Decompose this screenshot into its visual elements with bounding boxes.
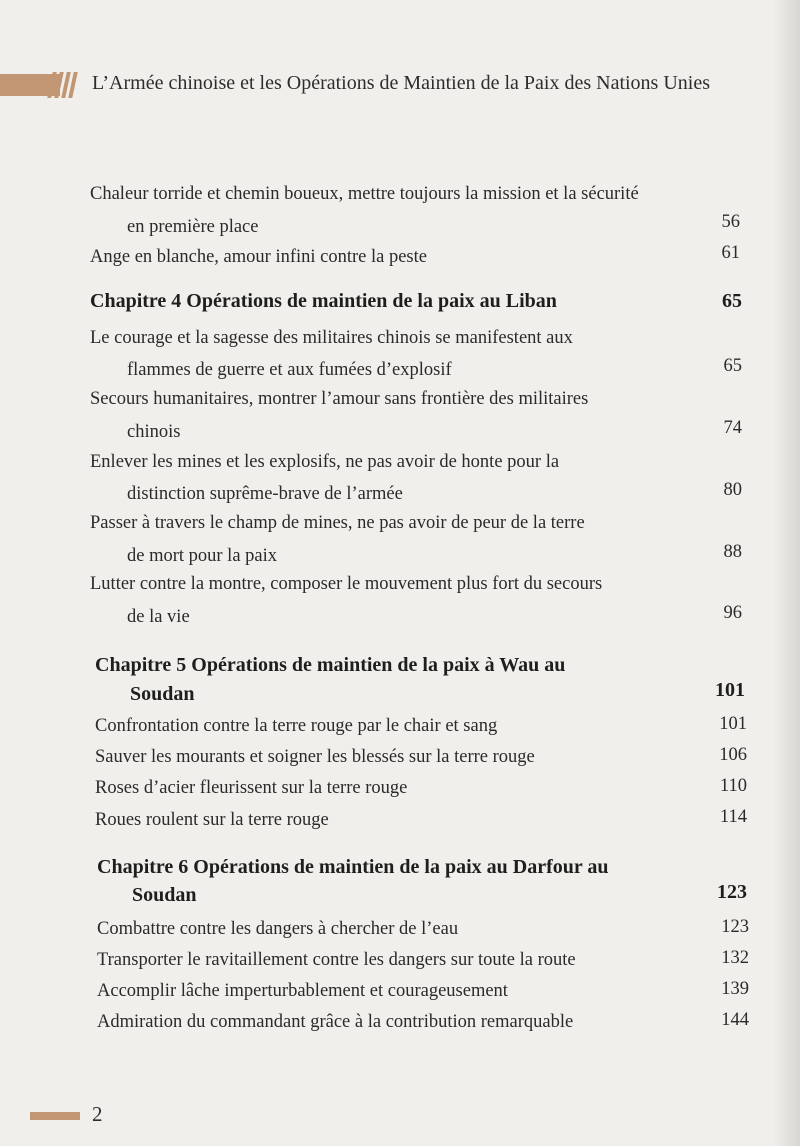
running-header: [0, 68, 760, 102]
entry-page-number: 80: [723, 480, 742, 500]
entry-page-number: 144: [721, 1010, 749, 1030]
entry-page-number: 96: [723, 603, 742, 623]
entry-title-line: chinois: [127, 422, 181, 442]
entry-title-line: Le courage et la sagesse des militaires chinois se manifestent aux: [90, 328, 573, 348]
header-title: L’Armée chinoise et les Opérations de Maintien de la Paix des Nations Unies: [92, 72, 710, 94]
chapter-title-line: Soudan: [132, 884, 197, 906]
entry-page-number: 65: [723, 356, 742, 376]
chapter-title-line: Soudan: [130, 683, 195, 705]
entry-page-number: 139: [721, 979, 749, 999]
entry-title-line: Combattre contre les dangers à chercher de l’eau: [97, 919, 459, 939]
chapter-page-number: 101: [715, 679, 745, 701]
entry-page-number: 123: [721, 917, 749, 937]
page-edge: [772, 0, 800, 1146]
entry-title-line: Chaleur torride et chemin boueux, mettre toujours la mission et la sécurité: [90, 184, 639, 204]
page-number: 2: [92, 1102, 103, 1126]
entry-title-line: Confrontation contre la terre rouge par le chair et sang: [95, 716, 498, 736]
entry-page-number: 110: [719, 776, 747, 796]
entry-title-line: Roses d’acier fleurissent sur la terre rouge: [95, 778, 408, 798]
entry-title-line: Passer à travers le champ de mines, ne pas avoir de peur de la terre: [90, 513, 585, 533]
entry-title-line: distinction suprême-brave de l’armée: [127, 484, 403, 504]
chapter-title-line: Chapitre 5 Opérations de maintien de la paix à Wau au: [95, 654, 566, 676]
entry-page-number: 56: [721, 212, 740, 232]
entry-page-number: 88: [723, 542, 742, 562]
entry-title-line: de la vie: [127, 607, 190, 627]
chapter-page-number: 123: [717, 881, 747, 903]
chapter-page-number: 65: [722, 290, 742, 312]
entry-page-number: 101: [719, 714, 747, 734]
entry-page-number: 114: [719, 807, 747, 827]
entry-title-line: Admiration du commandant grâce à la contribution remarquable: [97, 1012, 574, 1032]
footer-decoration-bar: [30, 1112, 80, 1120]
entry-page-number: 106: [719, 745, 747, 765]
entry-title-line: Lutter contre la montre, composer le mouvement plus fort du secours: [90, 574, 603, 594]
entry-title-line: Transporter le ravitaillement contre les dangers sur toute la route: [97, 950, 576, 970]
entry-title-line: flammes de guerre et aux fumées d’explosif: [127, 360, 452, 380]
header-decoration-stripes: [50, 72, 84, 98]
entry-title-line: Roues roulent sur la terre rouge: [95, 810, 329, 830]
entry-title-line: Secours humanitaires, montrer l’amour sans frontière des militaires: [90, 389, 589, 409]
entry-title-line: Enlever les mines et les explosifs, ne pas avoir de honte pour la: [90, 452, 560, 472]
chapter-title-line: Chapitre 4 Opérations de maintien de la paix au Liban: [90, 290, 557, 312]
entry-title-line: Ange en blanche, amour infini contre la peste: [90, 247, 427, 267]
chapter-title-line: Chapitre 6 Opérations de maintien de la paix au Darfour au: [97, 856, 609, 878]
entry-page-number: 132: [721, 948, 749, 968]
entry-page-number: 61: [721, 243, 740, 263]
entry-title-line: en première place: [127, 217, 259, 237]
entry-title-line: Accomplir lâche imperturbablement et courageusement: [97, 981, 508, 1001]
entry-title-line: Sauver les mourants et soigner les blessés sur la terre rouge: [95, 747, 535, 767]
entry-title-line: de mort pour la paix: [127, 546, 278, 566]
entry-page-number: 74: [723, 418, 742, 438]
